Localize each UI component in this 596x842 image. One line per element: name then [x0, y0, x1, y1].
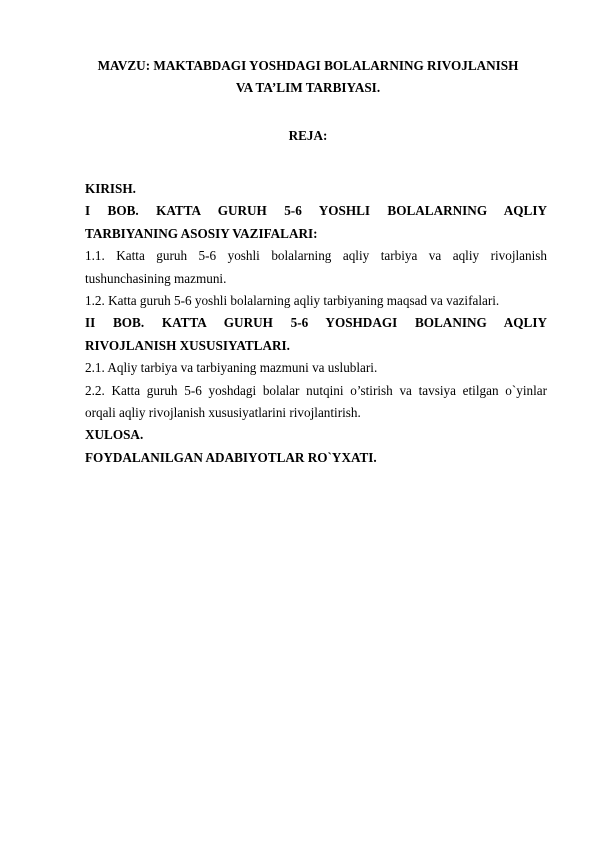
toc-section-1-2: 1.2. Katta guruh 5-6 yoshli bolalarning aqliy tarbiyaning maqsad va vazifalari. — [85, 292, 500, 308]
toc-conclusion: XULOSA. — [85, 427, 144, 443]
plan-heading: REJA: — [288, 128, 328, 143]
toc-section-2-2-line-2: orqali aqliy rivojlanish xususiyatlarini rivojlantirish. — [85, 404, 361, 420]
document-title-line-2: VA TA’LIM TARBIYASI. — [235, 80, 381, 95]
toc-section-1-1-line-2: tushunchasining mazmuni. — [85, 270, 227, 286]
toc-section-1-1-line-1: 1.1. Katta guruh 5-6 yoshli bolalarning aqliy tarbiya va aqliy rivojlanish — [85, 248, 547, 264]
toc-references: FOYDALANILGAN ADABIYOTLAR RO`YXATI. — [85, 449, 377, 465]
toc-chapter-1-line-1: I BOB. KATTA GURUH 5-6 YOSHLI BOLALARNING AQLIY — [85, 203, 547, 219]
toc-chapter-2-line-2: RIVOJLANISH XUSUSIYATLARI. — [85, 337, 290, 353]
table-of-contents — [85, 178, 547, 469]
document-title-line-1: MAVZU: MAKTABDAGI YOSHDAGI BOLALARNING RIVOJLANISH — [97, 58, 519, 73]
toc-section-2-2-line-1: 2.2. Katta guruh 5-6 yoshdagi bolalar nutqini o’stirish va tavsiya etilgan o`yinlar — [85, 382, 547, 398]
toc-chapter-2-line-1: II BOB. KATTA GURUH 5-6 YOSHDAGI BOLANING AQLIY — [85, 315, 547, 331]
toc-section-2-1: 2.1. Aqliy tarbiya va tarbiyaning mazmuni va uslublari. — [85, 360, 378, 376]
toc-introduction: KIRISH. — [85, 181, 136, 196]
toc-chapter-1-line-2: TARBIYANING ASOSIY VAZIFALARI: — [85, 225, 318, 241]
